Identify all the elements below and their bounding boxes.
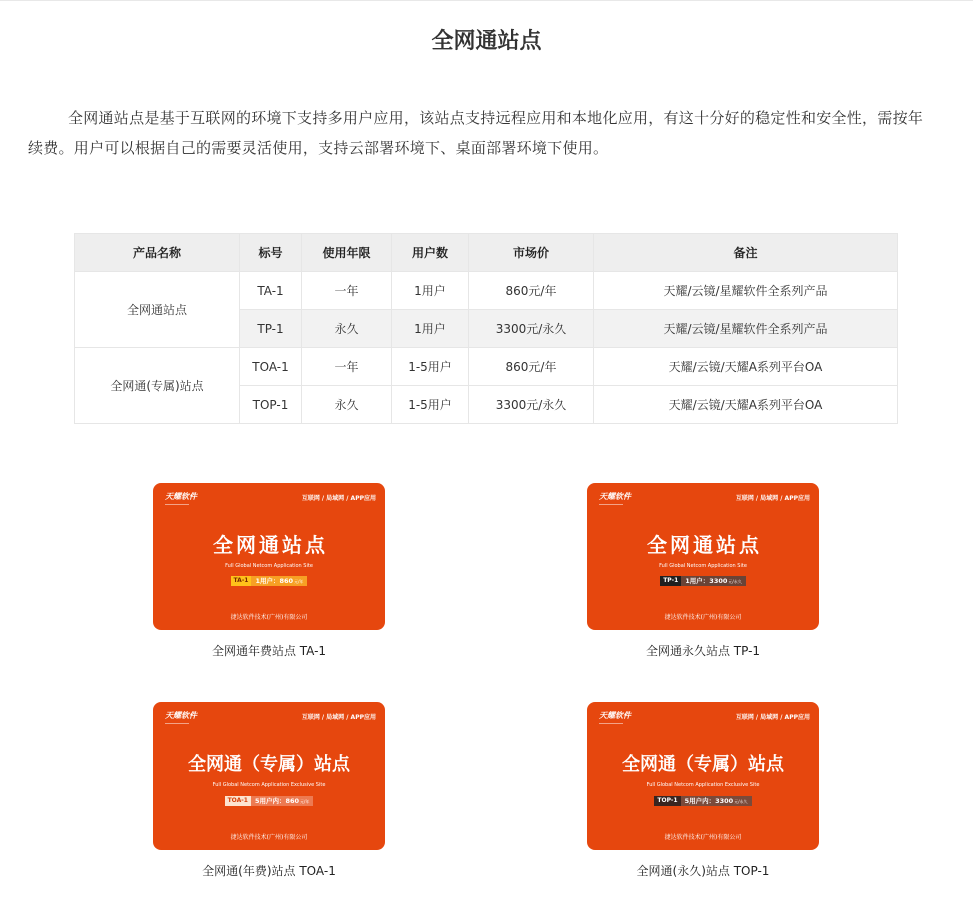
product-spec-table	[74, 233, 898, 424]
cell-note: 天耀/云镜/星耀软件全系列产品	[594, 272, 898, 310]
table-row	[75, 272, 898, 310]
card-caption: 全网通(年费)站点 TOA-1	[202, 864, 336, 878]
product-card-tp1[interactable]	[587, 483, 819, 630]
brand-logo: 天耀软件	[599, 492, 631, 501]
cell-price: 3300元/永久	[469, 310, 594, 348]
card-company: 捷达软件技术(广州)有限公司	[664, 614, 742, 621]
cell-users: 1-5用户	[392, 348, 469, 386]
cell-term: 永久	[302, 386, 392, 424]
cell-price: 860元/年	[469, 348, 594, 386]
cell-term: 一年	[302, 348, 392, 386]
product-card-ta1[interactable]	[153, 483, 385, 630]
header-code: 标号	[240, 234, 302, 272]
card-company: 捷达软件技术(广州)有限公司	[230, 834, 308, 841]
price-badge	[153, 796, 385, 806]
logo-underline	[599, 504, 623, 505]
card-channels: 互联网 / 局域网 / APP应用	[735, 714, 810, 721]
cell-users: 1-5用户	[392, 386, 469, 424]
badge-value-text: 5用户内：3300	[684, 797, 734, 805]
cell-code: TOA-1	[240, 348, 302, 386]
logo-underline	[599, 723, 623, 724]
header-users: 用户数	[392, 234, 469, 272]
card-subtitle: Full Global Netcom Application Exclusive Site	[212, 782, 326, 788]
product-group-name: 全网通(专属)站点	[75, 348, 240, 424]
header-term: 使用年限	[302, 234, 392, 272]
badge-unit: 元/永久	[728, 579, 742, 584]
cell-note: 天耀/云镜/天耀A系列平台OA	[594, 386, 898, 424]
badge-value-text: 5用户内：860	[254, 797, 300, 805]
card-subtitle: Full Global Netcom Application Site	[225, 563, 313, 569]
cell-users: 1用户	[392, 272, 469, 310]
card-company: 捷达软件技术(广州)有限公司	[230, 614, 308, 621]
cell-term: 永久	[302, 310, 392, 348]
card-channels: 互联网 / 局域网 / APP应用	[301, 714, 376, 721]
badge-unit: 元/年	[300, 799, 310, 804]
logo-underline	[165, 504, 189, 505]
card-caption: 全网通(永久)站点 TOP-1	[636, 864, 770, 878]
card-caption: 全网通年费站点 TA-1	[211, 644, 327, 658]
price-badge	[587, 576, 819, 586]
badge-value	[681, 576, 745, 586]
product-card-toa1[interactable]	[153, 702, 385, 850]
card-channels: 互联网 / 局域网 / APP应用	[735, 495, 810, 502]
badge-code: TOP-1	[654, 796, 680, 806]
cell-note: 天耀/云镜/天耀A系列平台OA	[594, 348, 898, 386]
badge-value	[251, 576, 307, 586]
card-title: 全网通站点	[213, 533, 328, 557]
brand-logo: 天耀软件	[599, 711, 631, 720]
header-price: 市场价	[469, 234, 594, 272]
header-note: 备注	[594, 234, 898, 272]
card-channels: 互联网 / 局域网 / APP应用	[301, 495, 376, 502]
card-subtitle: Full Global Netcom Application Site	[659, 563, 747, 569]
table-row	[75, 348, 898, 386]
card-title: 全网通（专属）站点	[188, 754, 350, 775]
badge-code: TA-1	[231, 576, 252, 586]
badge-unit: 元/永久	[734, 799, 748, 804]
product-group-name: 全网通站点	[75, 272, 240, 348]
logo-underline	[165, 723, 189, 724]
card-caption: 全网通永久站点 TP-1	[645, 644, 761, 658]
cell-price: 860元/年	[469, 272, 594, 310]
cell-users: 1用户	[392, 310, 469, 348]
cell-code: TOP-1	[240, 386, 302, 424]
product-card-top1[interactable]	[587, 702, 819, 850]
badge-value-text: 1用户：860	[255, 577, 294, 585]
cell-term: 一年	[302, 272, 392, 310]
card-company: 捷达软件技术(广州)有限公司	[664, 834, 742, 841]
cell-price: 3300元/永久	[469, 386, 594, 424]
header-product-name: 产品名称	[75, 234, 240, 272]
card-title: 全网通（专属）站点	[622, 754, 784, 775]
badge-code: TP-1	[660, 576, 681, 586]
intro-paragraph: 全网通站点是基于互联网的环境下支持多用户应用，该站点支持远程应用和本地化应用，有这十分好的稳定性和安全性，需按年续费。用户可以根据自己的需要灵活使用，支持云部署环境下、桌面部署环境下使用。	[28, 109, 924, 157]
top-divider	[0, 0, 973, 1]
cell-code: TP-1	[240, 310, 302, 348]
brand-logo: 天耀软件	[165, 711, 197, 720]
badge-value	[681, 796, 752, 806]
cell-code: TA-1	[240, 272, 302, 310]
brand-logo: 天耀软件	[165, 492, 197, 501]
price-badge	[153, 576, 385, 586]
table-header-row	[75, 234, 898, 272]
page-title: 全网通站点	[431, 29, 542, 54]
badge-value	[251, 796, 313, 806]
price-badge	[587, 796, 819, 806]
card-subtitle: Full Global Netcom Application Exclusive Site	[646, 782, 760, 788]
card-title: 全网通站点	[647, 533, 762, 557]
badge-code: TOA-1	[225, 796, 251, 806]
badge-value-text: 1用户：3300	[685, 577, 728, 585]
badge-unit: 元/年	[294, 579, 304, 584]
cell-note: 天耀/云镜/星耀软件全系列产品	[594, 310, 898, 348]
